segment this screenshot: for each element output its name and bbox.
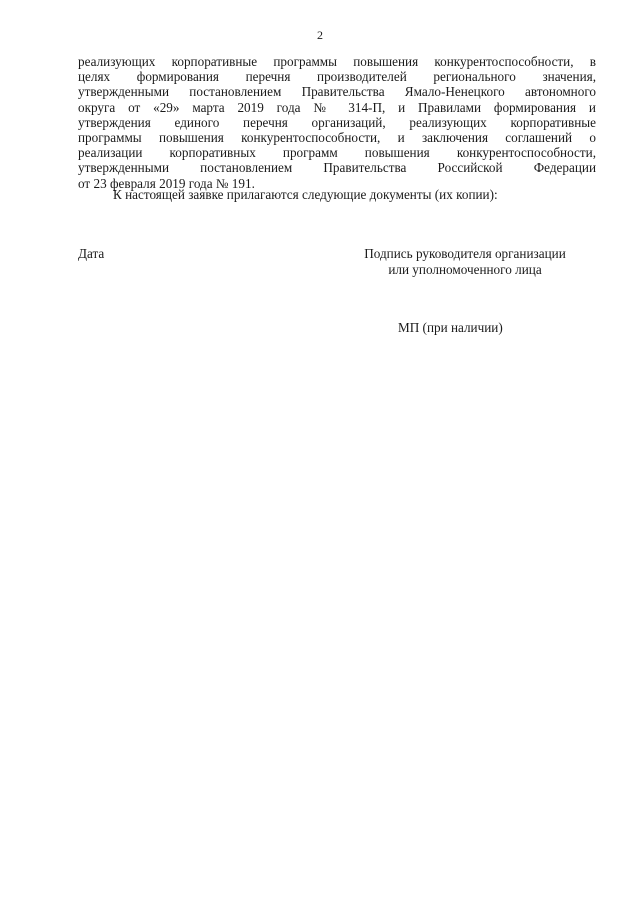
date-label: Дата <box>78 246 105 261</box>
paragraph-line: реализующих корпоративные программы повышения конкурентоспособности, в <box>78 54 596 69</box>
paragraph-line: округа от «29» марта 2019 года № 314-П, и Правилами формирования и <box>78 99 596 115</box>
paragraph-line: утверждения единого перечня организаций, реализующих корпоративные <box>78 114 596 130</box>
paragraph-line: утвержденными постановлением Правительства Российской Федерации <box>78 160 596 176</box>
paragraph-line: реализации корпоративных программ повышения конкурентоспособности, <box>78 145 596 161</box>
page-number: 2 <box>317 28 323 42</box>
paragraph-line: целях формирования перечня производителей регионального значения, <box>78 69 596 85</box>
signature-sublabel: или уполномоченного лица <box>388 262 542 277</box>
signature-label: Подпись руководителя организации <box>364 246 566 261</box>
signature-block <box>330 246 600 278</box>
attachments-line: К настоящей заявке прилагаются следующие документы (их копии): <box>113 187 498 202</box>
body-paragraph <box>78 54 596 191</box>
paragraph-line: программы повышения конкурентоспособности, и заключения соглашений о <box>78 130 596 146</box>
paragraph-line: утвержденными постановлением Правительства Ямало-Ненецкого автономного <box>78 84 596 100</box>
paragraph-line: от 23 февраля 2019 года № 191. <box>78 175 255 191</box>
stamp-label: МП (при наличии) <box>398 320 503 335</box>
